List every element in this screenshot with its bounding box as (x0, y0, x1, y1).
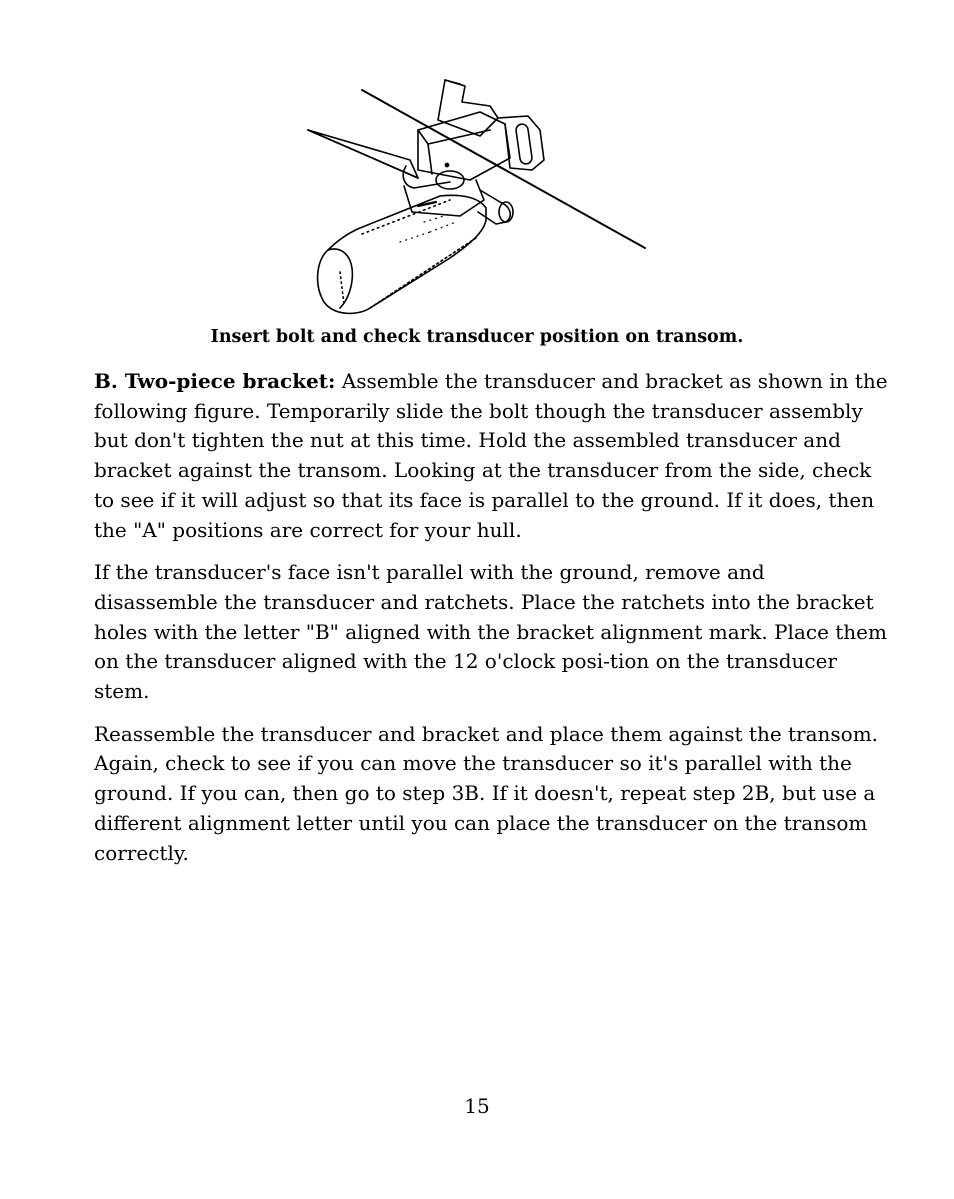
figure-caption: Insert bolt and check transducer position on transom. (210, 327, 744, 347)
paragraph-ratchets: If the transducer's face isn't parallel with the ground, remove and disassemble the transducer and ratchets. Place the ratchets into the bracket holes with the letter "B" aligned with the bracket alignment mark. Place them on the transducer aligned with the 12 o'clock posi-tion on the transducer stem. (94, 560, 887, 704)
section-lead: B. Two-piece bracket: (94, 369, 336, 393)
transducer-illustration (300, 72, 655, 322)
paragraph-two-piece-bracket (94, 367, 894, 545)
section-text: Assemble the transducer and bracket as shown in the following figure. Temporarily slide the bolt though the transducer assembly but don't tighten the nut at this time. Hold the assembled transducer and bracket against the transom. Looking at the transducer from the side, check to see if it will adjust so that its face is parallel to the ground. If it does, then the "A" positions are correct for your hull. (94, 369, 888, 542)
paragraph-reassemble: Reassemble the transducer and bracket and place them against the transom. Again, check to see if you can move the transducer so it's parallel with the ground. If you can, then go to step 3B. If it doesn't, repeat step 2B, but use a different alignment letter until you can place the transducer on the transom correctly. (94, 721, 879, 865)
body-text (94, 367, 894, 881)
page-number: 15 (464, 1094, 490, 1118)
